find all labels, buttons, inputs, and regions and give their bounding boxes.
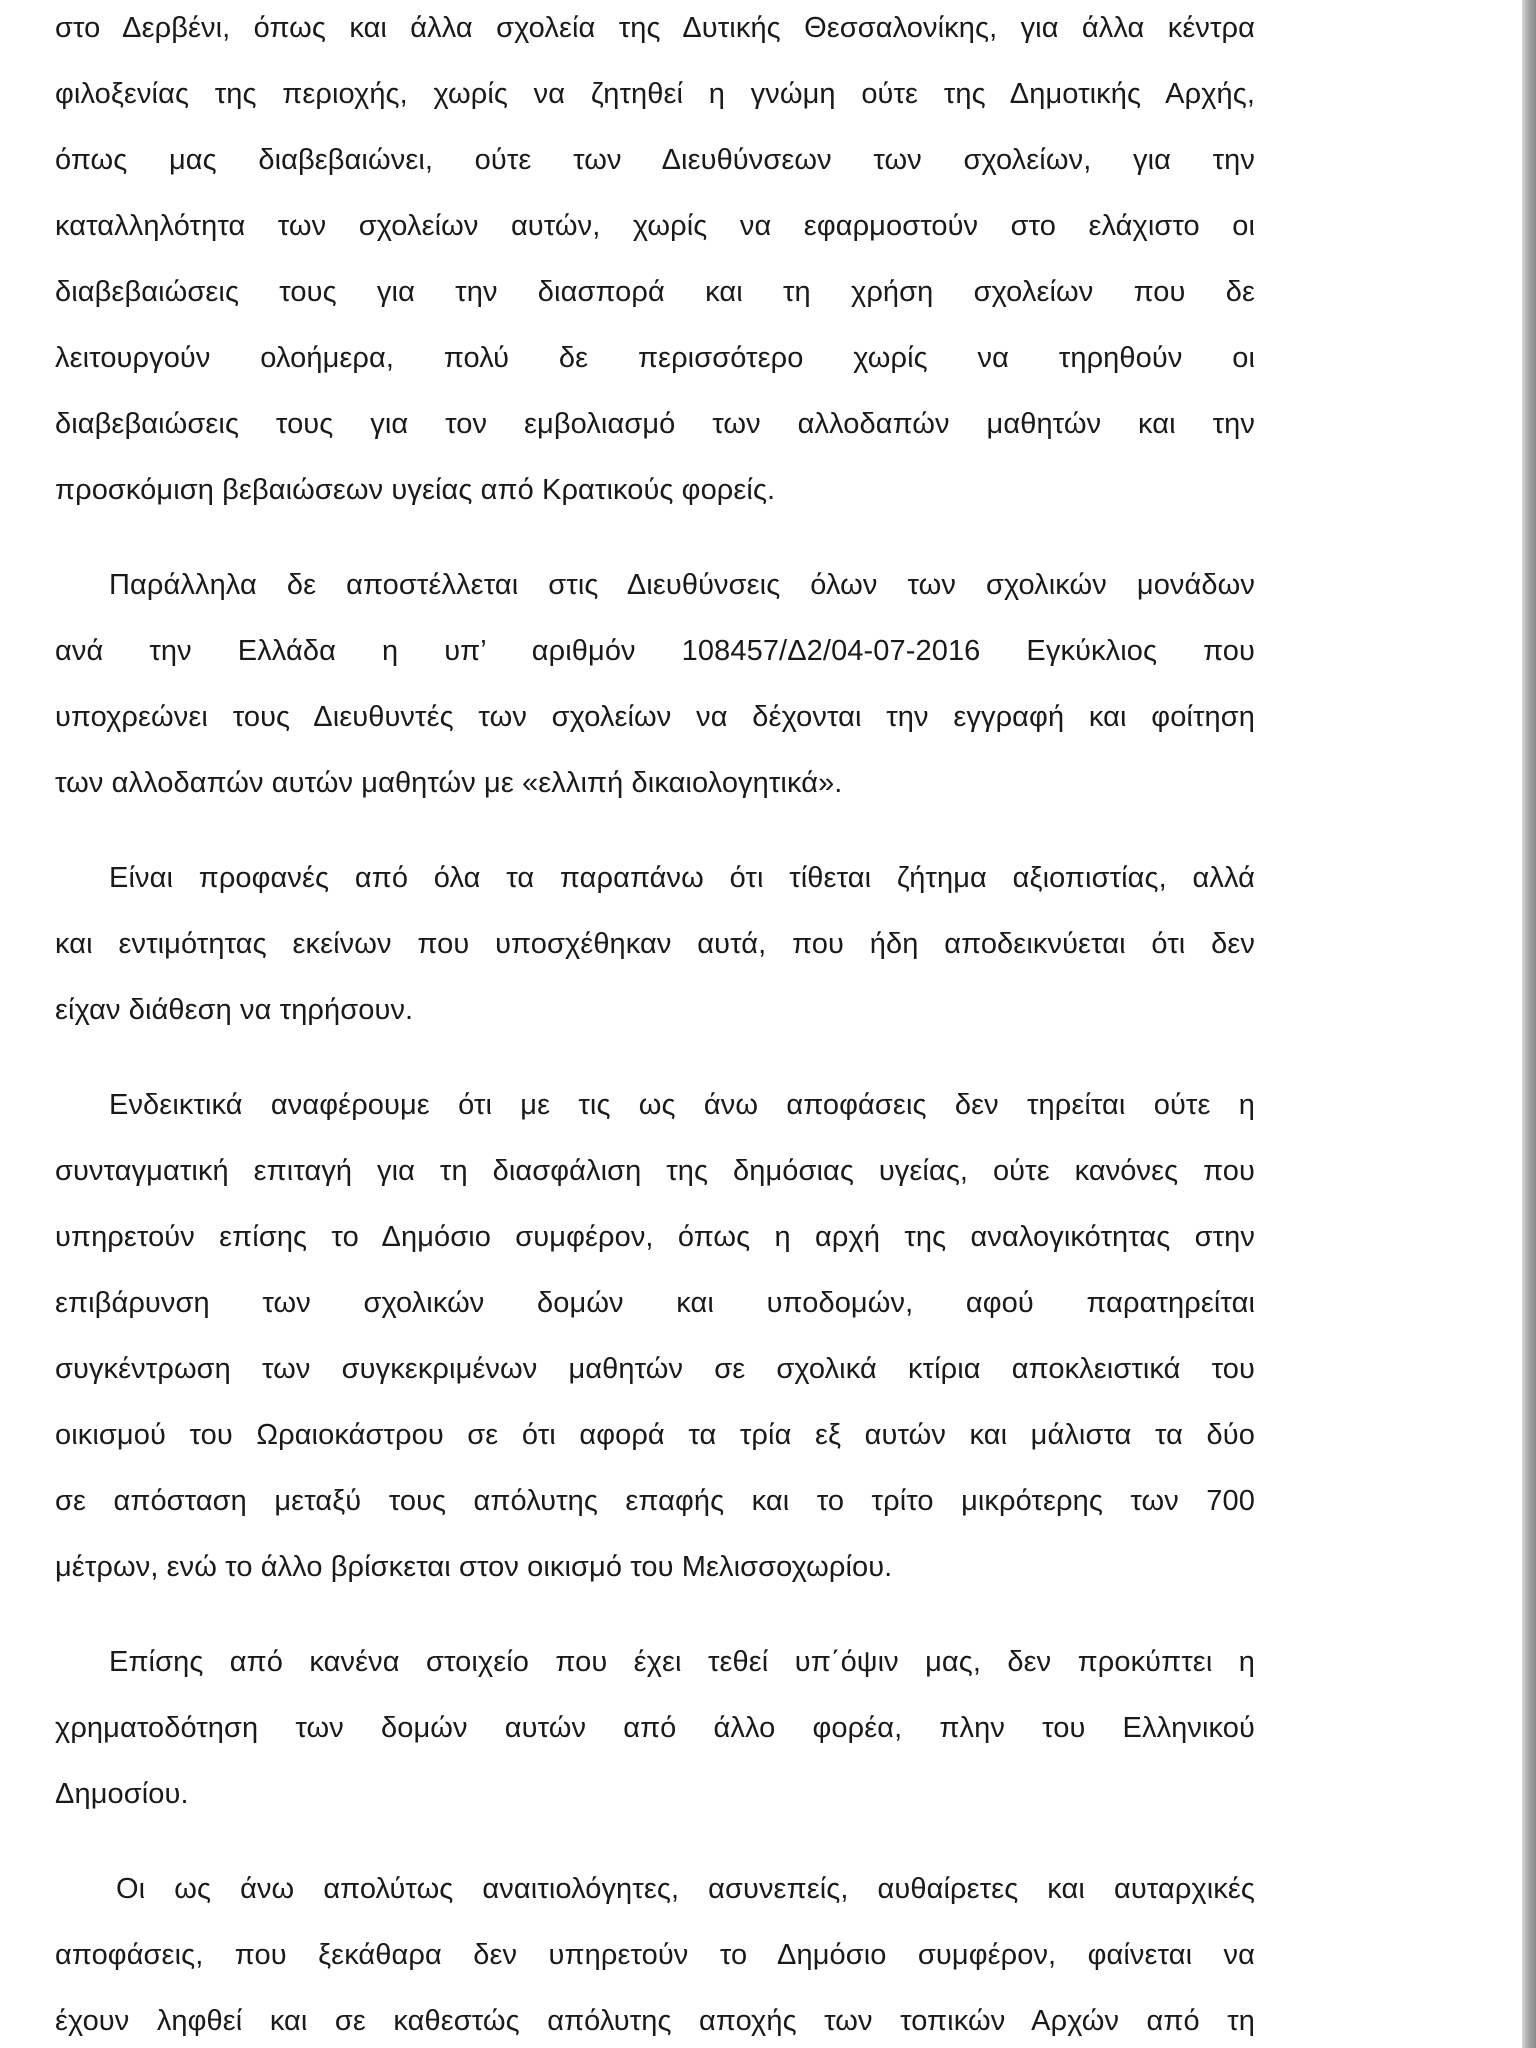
text-line: και εντιμότητας εκείνων που υποσχέθηκαν αυτά, που ήδη αποδεικνύεται ότι δεν xyxy=(55,928,1255,960)
text-line: επιβάρυνση των σχολικών δομών και υποδομών, αφού παρατηρείται xyxy=(55,1287,1255,1319)
text-line: λειτουργούν ολοήμερα, πολύ δε περισσότερο χωρίς να τηρηθούν οι xyxy=(55,342,1255,374)
paragraph-p4 xyxy=(55,1072,1255,1600)
paragraph-p2 xyxy=(55,552,1255,816)
paragraph-p5 xyxy=(55,1629,1255,1827)
text-line: σε απόσταση μεταξύ τους απόλυτης επαφής και το τρίτο μικρότερης των 700 xyxy=(55,1485,1255,1517)
text-line: υπηρετούν επίσης το Δημόσιο συμφέρον, όπως η αρχή της αναλογικότητας στην xyxy=(55,1221,1255,1253)
text-line: μέτρων, ενώ το άλλο βρίσκεται στον οικισμό του Μελισσοχωρίου. xyxy=(55,1551,893,1583)
text-line: διαβεβαιώσεις τους για την διασπορά και τη χρήση σχολείων που δε xyxy=(55,276,1255,308)
document-body xyxy=(55,0,1255,2048)
text-line: προσκόμιση βεβαιώσεων υγείας από Κρατικούς φορείς. xyxy=(55,474,776,506)
text-line: συγκέντρωση των συγκεκριμένων μαθητών σε σχολικά κτίρια αποκλειστικά του xyxy=(55,1353,1255,1385)
text-line: Είναι προφανές από όλα τα παραπάνω ότι τίθεται ζήτημα αξιοπιστίας, αλλά xyxy=(109,862,1255,894)
text-line: στο Δερβένι, όπως και άλλα σχολεία της Δυτικής Θεσσαλονίκης, για άλλα κέντρα xyxy=(55,12,1255,44)
text-line: Οι ως άνω απολύτως αναιτιολόγητες, ασυνεπείς, αυθαίρετες και αυταρχικές xyxy=(116,1873,1255,1905)
text-line: φιλοξενίας της περιοχής, χωρίς να ζητηθεί η γνώμη ούτε της Δημοτικής Αρχής, xyxy=(55,78,1255,110)
text-line: Επίσης από κανένα στοιχείο που έχει τεθεί υπ΄όψιν μας, δεν προκύπτει η xyxy=(109,1646,1255,1678)
text-line: οικισμού του Ωραιοκάστρου σε ότι αφορά τα τρία εξ αυτών και μάλιστα τα δύο xyxy=(55,1419,1255,1451)
text-line: συνταγματική επιταγή για τη διασφάλιση της δημόσιας υγείας, ούτε κανόνες που xyxy=(55,1155,1255,1187)
paragraph-p6 xyxy=(55,1856,1255,2048)
text-line: Ενδεικτικά αναφέρουμε ότι με τις ως άνω αποφάσεις δεν τηρείται ούτε η xyxy=(109,1089,1255,1121)
text-line: διαβεβαιώσεις τους για τον εμβολιασμό των αλλοδαπών μαθητών και την xyxy=(55,408,1255,440)
page-edge-shadow xyxy=(1522,0,1536,2048)
text-line: Δημοσίου. xyxy=(55,1778,189,1810)
text-line: έχουν ληφθεί και σε καθεστώς απόλυτης αποχής των τοπικών Αρχών από τη xyxy=(55,2005,1255,2037)
text-line: υποχρεώνει τους Διευθυντές των σχολείων να δέχονται την εγγραφή και φοίτηση xyxy=(55,701,1255,733)
text-line: Παράλληλα δε αποστέλλεται στις Διευθύνσεις όλων των σχολικών μονάδων xyxy=(109,569,1255,601)
text-line: ανά την Ελλάδα η υπ’ αριθμόν 108457/Δ2/04-07-2016 Εγκύκλιος που xyxy=(55,635,1255,667)
paragraph-p3 xyxy=(55,845,1255,1043)
paragraph-p1 xyxy=(55,0,1255,523)
text-line: των αλλοδαπών αυτών μαθητών με «ελλιπή δικαιολογητικά». xyxy=(55,767,843,799)
text-line: χρηματοδότηση των δομών αυτών από άλλο φορέα, πλην του Ελληνικού xyxy=(55,1712,1255,1744)
text-line: καταλληλότητα των σχολείων αυτών, χωρίς να εφαρμοστούν στο ελάχιστο οι xyxy=(55,210,1255,242)
text-line: είχαν διάθεση να τηρήσουν. xyxy=(55,994,414,1026)
text-line: όπως μας διαβεβαιώνει, ούτε των Διευθύνσεων των σχολείων, για την xyxy=(55,144,1255,176)
text-line: αποφάσεις, που ξεκάθαρα δεν υπηρετούν το Δημόσιο συμφέρον, φαίνεται να xyxy=(55,1939,1255,1971)
